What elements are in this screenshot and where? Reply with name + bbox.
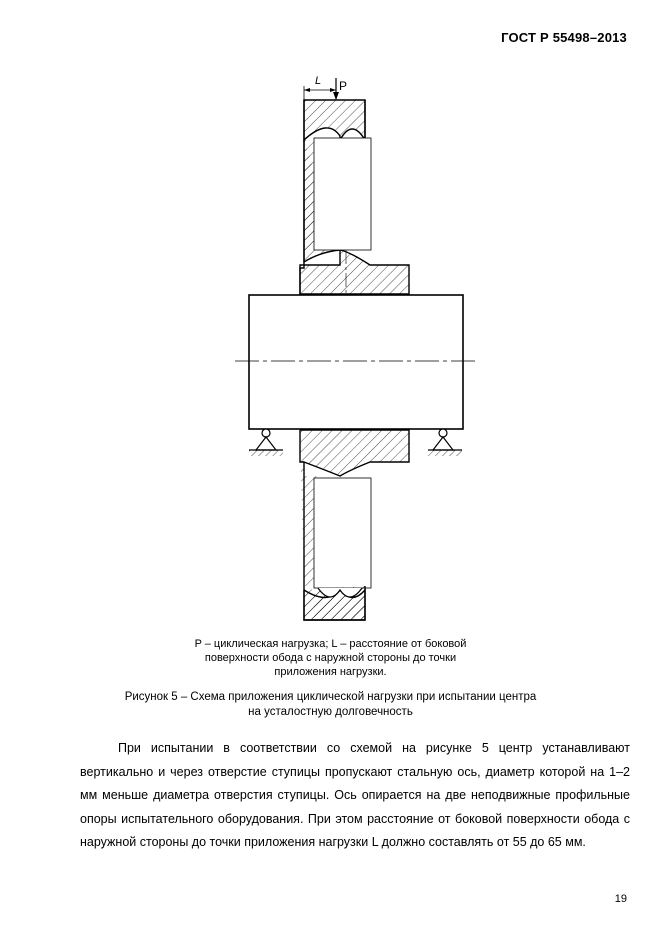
right-support [428, 429, 462, 456]
legend-line: P – циклическая нагрузка; L – расстояние от боковой [194, 638, 467, 650]
axle-body [249, 295, 463, 429]
caption-line: на усталостную долговечность [248, 706, 413, 718]
distance-label: L [315, 75, 322, 87]
legend-line: поверхности обода с наружной стороны до точки [204, 652, 457, 664]
load-label: P [339, 79, 348, 93]
figure-caption [80, 690, 581, 720]
figure-legend [100, 637, 561, 679]
document-id: ГОСТ Р 55498–2013 [501, 30, 627, 45]
body-paragraph: При испытании в соответствии со схемой на рисунке 5 центр устанавливают вертикально и через отверстие ступицы пропускают стальную ось, диаметр которой на 1–2 мм меньше диаметра отверстия ступицы. Ось опирается на две неподвижные профильные опоры испытательного оборудования. При этом расстояние от боковой поверхности обода с наружной стороны до точки приложения нагрузки L должно составлять от 55 до 65 мм. [80, 741, 630, 849]
legend-line: приложения нагрузки. [274, 666, 387, 678]
page-number: 19 [614, 893, 627, 905]
caption-line: Рисунок 5 – Схема приложения циклической нагрузки при испытании центра [124, 691, 537, 703]
upper-wheel-section [304, 100, 365, 140]
left-support [249, 429, 283, 456]
